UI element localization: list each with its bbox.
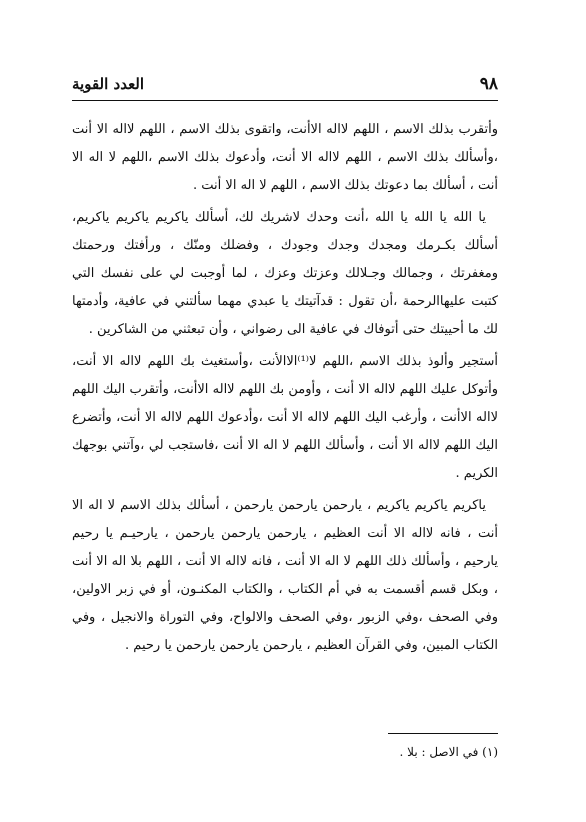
running-title: العدد القوية bbox=[72, 75, 145, 93]
paragraph-2: يا الله يا الله يا الله ،أنت وحدك لاشريك لك، أسألك ياكريم ياكريم ياكريم، أسألك بكـرمك ومجدك وجدك وجودك ، وفضلك ومنّك ، ورأفتك ورحمتك ومغفرتك ، وجمالك وجـلالك وعزتك وعزك ، لما أوجبت لي على نفسك التي كتبت عليهاالرحمة ،أن تقول : قدآتيتك يا عبدي مهما سألتني في عافية، وأدمتها لك ما أحييتك حتى أتوفاك في عافية الى رضواني ، وأن تبعثني من الشاكرين . bbox=[72, 210, 498, 337]
paragraph-1: وأتقرب بذلك الاسم ، اللهم لااله الاأنت، واتقوى بذلك الاسم ، اللهم لااله الا أنت ،وأسألك بذلك الاسم ، اللهم لااله الا أنت، وأدعوك بذلك الاسم ،اللهم لا اله الا أنت ، أسألك بما دعوتك بذلك الاسم ، اللهم لا اله الا أنت . bbox=[72, 122, 498, 193]
footnote: (١) في الاصل : بلا . bbox=[399, 745, 498, 759]
paragraph-4: ياكريم ياكريم ياكريم ، يارحمن يارحمن يارحمن ، أسألك بذلك الاسم لا اله الا أنت ، فانه لااله الا أنت العظيم ، يارحمن يارحمن يارحمن ، يارحيـم يا رحيم يارحيم ، وأسألك ذلك اللهم لا اله الا أنت ، فانه لااله الا أنت ، اللهم بلا اله الا أنت ، وبكل قسم أقسمت به في أم الكتاب ، والكتاب المكنـون، أو في زبر الاولين، وفي الصحف ،وفي الزبور ،وفي الصحف والالواح، وفي التوراة والانجيل ، وفي الكتاب المبين، وفي القرآن العظيم ، يارحمن يارحمن يارحمن يا رحيم . bbox=[72, 498, 498, 653]
header-divider bbox=[72, 100, 498, 101]
footnote-divider bbox=[388, 733, 498, 734]
page-header bbox=[72, 74, 498, 102]
page-number: ٩٨ bbox=[479, 74, 498, 94]
main-text bbox=[72, 116, 498, 664]
paragraph-3: أستجير وألوذ بذلك الاسم ،اللهم لا⁽¹⁾الاالأنت ،وأستغيث بك اللهم لااله الا أنت، وأتوكل عليك اللهم لااله الا أنت ، وأومن بك اللهم لااله الاأنت، وأتقرب اليك اللهم لااله الاأنت ، وأرغب اليك اللهم لااله الا أنت ،وأدعوك اللهم لااله الا أنت، وأتضرع اليك اللهم لااله الا أنت ، وأسألك اللهم لا اله الا أنت ،فاستجب لي ،وآتني بوجهك الكريم . bbox=[72, 354, 498, 481]
